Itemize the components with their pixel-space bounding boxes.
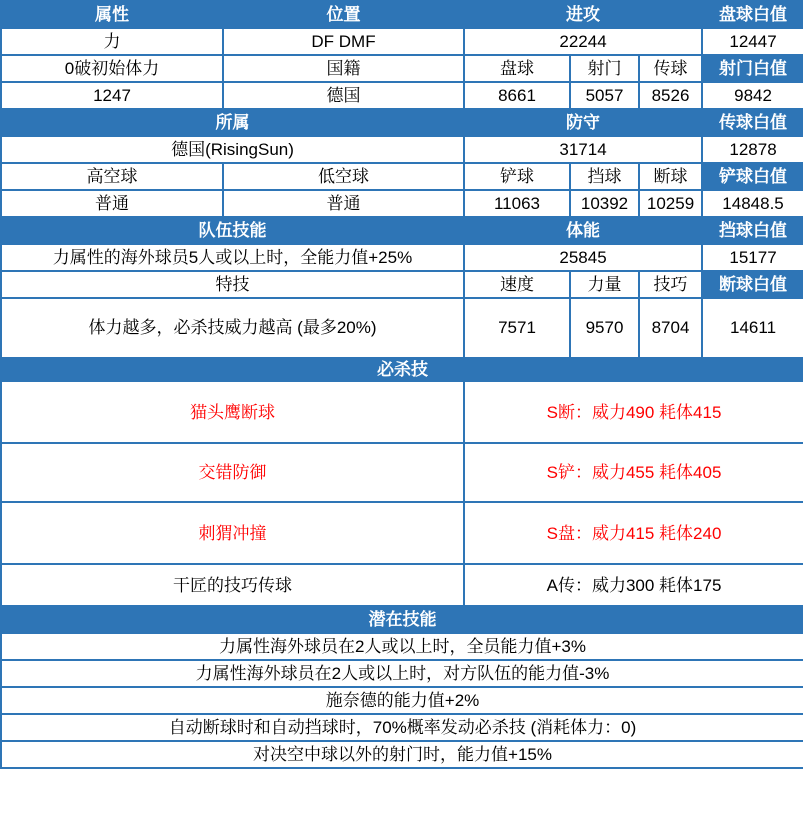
high-ball-value: 普通 <box>1 190 223 217</box>
intercept-white-header: 断球白值 <box>702 271 803 298</box>
shoot-value: 5057 <box>570 82 639 109</box>
intercept-label: 断球 <box>639 163 702 190</box>
value-row-6 <box>1 136 803 163</box>
value-row-8 <box>1 190 803 217</box>
potential-skill-row <box>1 687 803 714</box>
special-skill-label: 特技 <box>1 271 464 298</box>
potential-skill-text: 力属性海外球员在2人或以上时，对方队伍的能力值-3% <box>1 660 803 687</box>
value-row-10 <box>1 244 803 271</box>
potential-skill-row <box>1 741 803 768</box>
special-move-row <box>1 381 803 443</box>
header-row-5 <box>1 109 803 136</box>
position-value: DF DMF <box>223 28 464 55</box>
nationality-label: 国籍 <box>223 55 464 82</box>
attack-header: 进攻 <box>464 1 702 28</box>
tackle-white-value: 14848.5 <box>702 190 803 217</box>
potential-skills-title: 潜在技能 <box>1 606 803 633</box>
pass-label: 传球 <box>639 55 702 82</box>
dribble-value: 8661 <box>464 82 570 109</box>
potential-skill-text: 力属性海外球员在2人或以上时，全员能力值+3% <box>1 633 803 660</box>
low-ball-label: 低空球 <box>223 163 464 190</box>
potential-skill-text: 自动断球时和自动挡球时，70%概率发动必杀技 (消耗体力：0) <box>1 714 803 741</box>
value-row-4 <box>1 82 803 109</box>
special-move-name: 干匠的技巧传球 <box>1 564 464 606</box>
special-moves-title: 必杀技 <box>1 358 803 381</box>
team-header: 所属 <box>1 109 464 136</box>
initial-stamina-value: 1247 <box>1 82 223 109</box>
tackle-label: 铲球 <box>464 163 570 190</box>
dribble-white-header: 盘球白值 <box>702 1 803 28</box>
intercept-white-value: 14611 <box>702 298 803 358</box>
special-move-row <box>1 502 803 564</box>
technique-label: 技巧 <box>639 271 702 298</box>
pass-value: 8526 <box>639 82 702 109</box>
speed-label: 速度 <box>464 271 570 298</box>
special-move-name: 猫头鹰断球 <box>1 381 464 443</box>
block-white-header: 挡球白值 <box>702 217 803 244</box>
special-move-name: 交错防御 <box>1 443 464 502</box>
potential-skill-row <box>1 714 803 741</box>
value-row-12 <box>1 298 803 358</box>
special-move-detail: S铲：威力455 耗体405 <box>464 443 803 502</box>
position-header: 位置 <box>223 1 464 28</box>
team-value: 德国(RisingSun) <box>1 136 464 163</box>
team-skill-value: 力属性的海外球员5人或以上时，全能力值+25% <box>1 244 464 271</box>
block-white-value: 15177 <box>702 244 803 271</box>
tackle-value: 11063 <box>464 190 570 217</box>
attack-value: 22244 <box>464 28 702 55</box>
power-label: 力量 <box>570 271 639 298</box>
special-move-row <box>1 443 803 502</box>
label-row-7 <box>1 163 803 190</box>
potential-skills-header-row <box>1 606 803 633</box>
team-skill-header: 队伍技能 <box>1 217 464 244</box>
attribute-value: 力 <box>1 28 223 55</box>
defense-header: 防守 <box>464 109 702 136</box>
special-move-detail: S断：威力490 耗体415 <box>464 381 803 443</box>
low-ball-value: 普通 <box>223 190 464 217</box>
special-move-detail: S盘：威力415 耗体240 <box>464 502 803 564</box>
high-ball-label: 高空球 <box>1 163 223 190</box>
special-move-name: 刺猬冲撞 <box>1 502 464 564</box>
value-row-2 <box>1 28 803 55</box>
tackle-white-header: 铲球白值 <box>702 163 803 190</box>
header-row-9 <box>1 217 803 244</box>
stamina-value: 25845 <box>464 244 702 271</box>
dribble-label: 盘球 <box>464 55 570 82</box>
special-skill-value: 体力越多，必杀技威力越高 (最多20%) <box>1 298 464 358</box>
defense-value: 31714 <box>464 136 702 163</box>
power-value: 9570 <box>570 298 639 358</box>
shoot-label: 射门 <box>570 55 639 82</box>
technique-value: 8704 <box>639 298 702 358</box>
header-row-1 <box>1 1 803 28</box>
special-move-row <box>1 564 803 606</box>
initial-stamina-label: 0破初始体力 <box>1 55 223 82</box>
block-label: 挡球 <box>570 163 639 190</box>
stamina-header: 体能 <box>464 217 702 244</box>
speed-value: 7571 <box>464 298 570 358</box>
nationality-value: 德国 <box>223 82 464 109</box>
potential-skill-text: 施奈德的能力值+2% <box>1 687 803 714</box>
potential-skill-text: 对决空中球以外的射门时，能力值+15% <box>1 741 803 768</box>
pass-white-value: 12878 <box>702 136 803 163</box>
potential-skill-row <box>1 633 803 660</box>
attribute-header: 属性 <box>1 1 223 28</box>
dribble-white-value: 12447 <box>702 28 803 55</box>
pass-white-header: 传球白值 <box>702 109 803 136</box>
label-row-3 <box>1 55 803 82</box>
special-moves-header-row <box>1 358 803 381</box>
shoot-white-value: 9842 <box>702 82 803 109</box>
shoot-white-header: 射门白值 <box>702 55 803 82</box>
label-row-11 <box>1 271 803 298</box>
special-move-detail: A传：威力300 耗体175 <box>464 564 803 606</box>
block-value: 10392 <box>570 190 639 217</box>
intercept-value: 10259 <box>639 190 702 217</box>
potential-skill-row <box>1 660 803 687</box>
